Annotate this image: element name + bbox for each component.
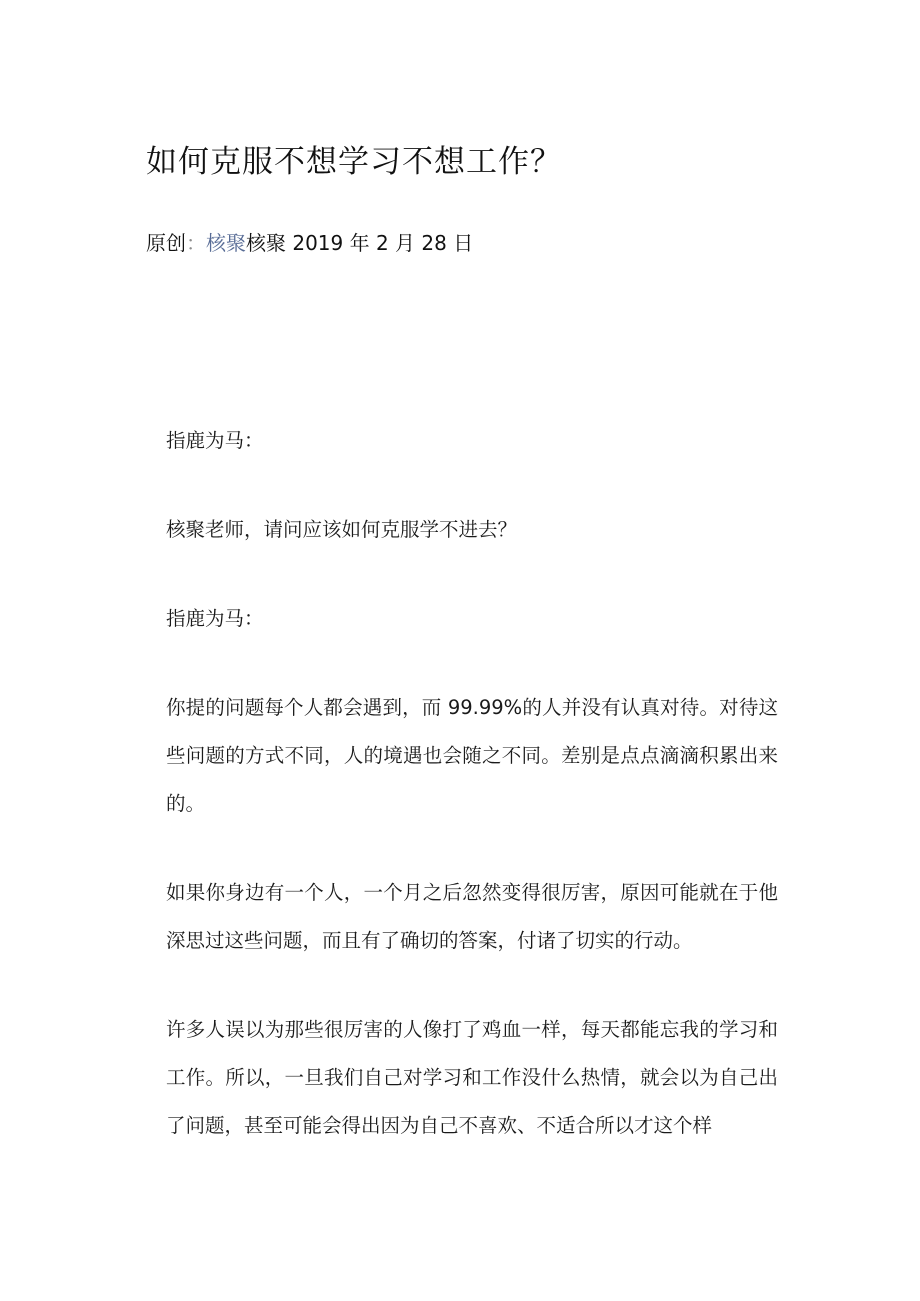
original-label: 原创 [146, 231, 186, 255]
author-link[interactable]: 核聚 [206, 231, 246, 255]
article-meta [146, 228, 473, 258]
paragraph-speaker: 指鹿为马： [166, 429, 264, 452]
article-title: 如何克服不想学习不想工作？ [146, 144, 562, 180]
paragraph-text: 许多人误以为那些很厉害的人像打了鸡血一样，每天都能忘我的学习和工作。所以，一旦我们自己对学习和工作没什么热情，就会以为自己出了问题，甚至可能会得出因为自己不喜欢、不适合所以才这个样 [166, 1018, 778, 1137]
paragraph-speaker: 指鹿为马： [166, 607, 264, 630]
paragraph-text: 你提的问题每个人都会遇到，而 99.99%的人并没有认真对待。对待这些问题的方式不同，人的境遇也会随之不同。差别是点点滴滴积累出来的。 [166, 696, 778, 815]
publish-date: 2019 年 2 月 28 日 [292, 231, 474, 255]
article-body [166, 417, 778, 1150]
paragraph-question: 核聚老师，请问应该如何克服学不进去？ [166, 518, 518, 541]
author-name: 核聚 [246, 231, 286, 255]
paragraph-text: 如果你身边有一个人，一个月之后忽然变得很厉害，原因可能就在于他深思过这些问题，而且有了确切的答案，付诸了切实的行动。 [166, 881, 778, 952]
meta-separator: ： [186, 231, 206, 255]
